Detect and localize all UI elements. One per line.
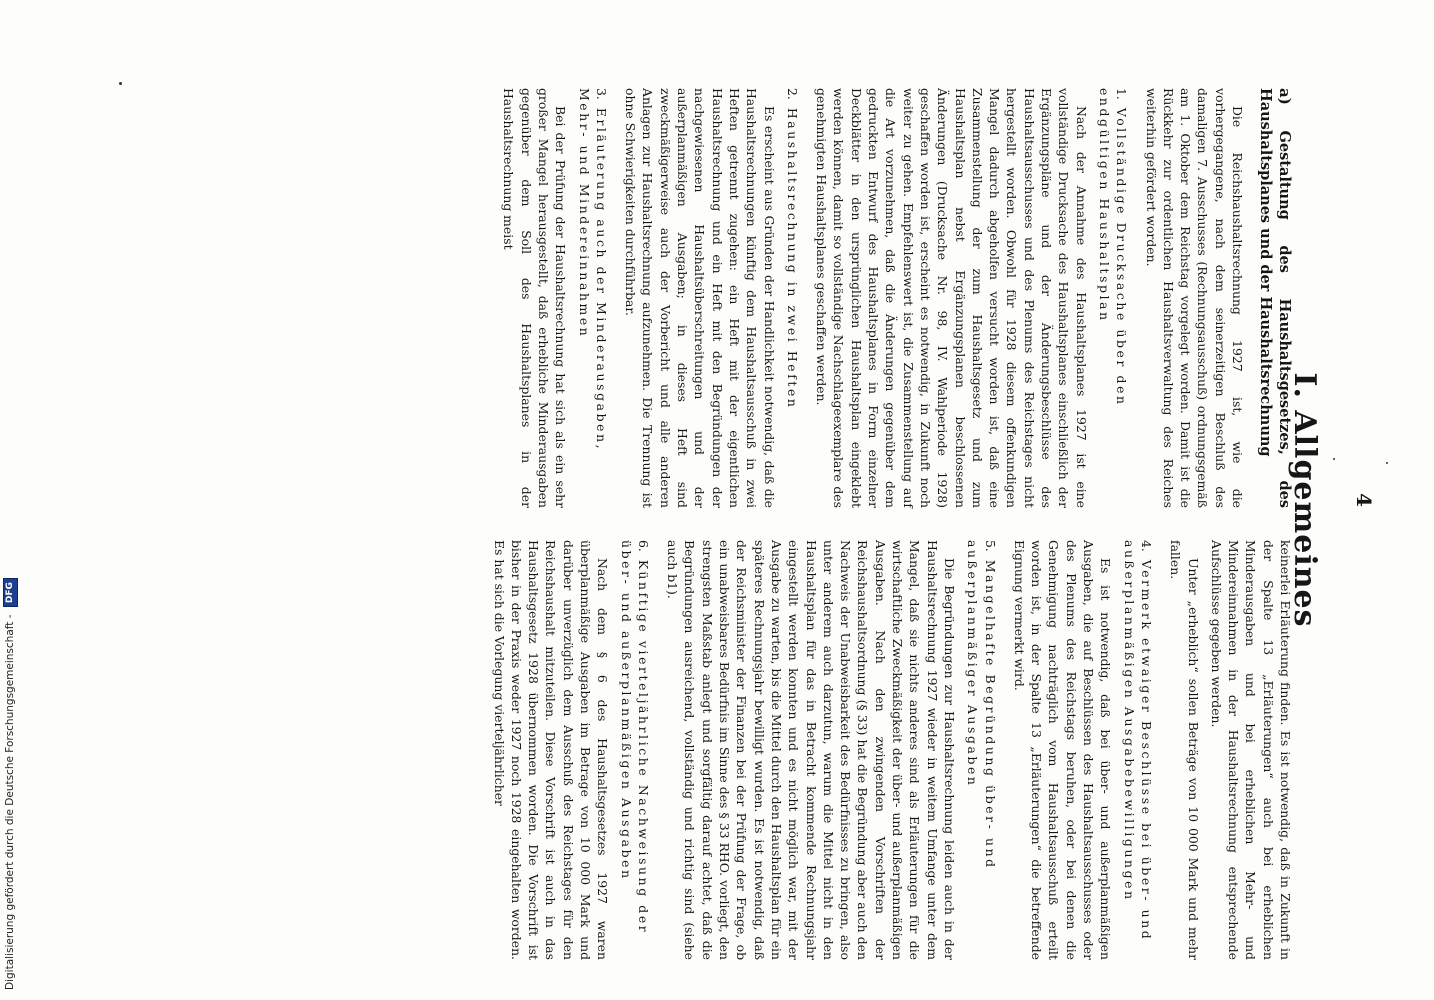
item-2-paragraph: Es erscheint aus Gründen der Handlichkeit notwendig, daß die Haushaltsrechnungen künftig dem Haushaltsausschuß in zwei Heften getrennt zugehen: ein Heft mit der eigentlichen Haushaltsrechnung und ein Heft mit den Begründungen der nachgewiesenen Haushaltsüberschreitungen und der außerplanmäßigen Ausgaben; in dieses Heft sind zweckmäßigerweise auch der Vorbericht und alle anderen Anlagen zur Haushaltsrechnung aufzunehmen. Die Trennung ist ohne Schwierigkeiten durchführbar.: [623, 88, 777, 508]
item-4-heading-text: Vermerk etwaiger Beschlüsse bei über- und außerplanmäßigen Ausgabebewilligungen: [1121, 540, 1154, 942]
section-a-heading: Gestaltung des Haushaltsgesetzes, des Haushaltsplanes und der Haushaltsrechnung: [1257, 88, 1293, 508]
item-3-number: 3.: [593, 88, 609, 100]
dfg-logo: DFG: [3, 578, 18, 607]
item-3-heading-text: Erläuterung auch der Minderausgaben, Mehr- und Mindereinnahmen: [576, 88, 609, 452]
item-2-heading-text: Haushaltsrechnung in zwei Heften: [784, 107, 800, 410]
item-3-paragraph: Bei der Prüfung der Haushaltsrechnung hat sich als ein sehr großer Mangel herausgestellt, daß erhebliche Minderausgaben gegenüber dem Soll des Haushaltsplanes in der Haushaltsrechnung meist: [501, 88, 569, 508]
item-1-heading: [1096, 88, 1131, 508]
item-1-heading-text: Vollständige Drucksache über den endgültigen Haushaltsplan: [1096, 88, 1130, 407]
item-2-heading: [784, 88, 801, 508]
intro-paragraph: Die Reichshaushaltsrechnung 1927 ist, wie die vorhergegangene, nach dem seinerzeitigen Beschluß des damaligen 7. Ausschusses (Rechnungsausschuß) ordnungsgemäß am 1. Oktober dem Reichstag vorgelegt worden. Damit ist die Rückkehr zur ordentlichen Haushaltsverwaltung des Reiches weiterhin gefördert worden.: [1143, 88, 1245, 508]
continuation-paragraph-2: Unter „erheblich“ sollen Beträge von 10 000 Mark und mehr fallen.: [1168, 540, 1201, 960]
item-6-paragraph: Nach dem § 6 des Haushaltsgesetzes 1927 waren überplanmäßige Ausgaben im Betrage von 10 000 Mark und darüber unverzüglich dem Ausschuß des Reichstages für den Reichshaushalt mitzuteilen. Diese Vorschrift ist auch in das Haushaltsgesetz 1928 übernommen worden. Die Vorschrift ist bisher in der Praxis weder 1927 noch 1928 eingehalten worden. Es hat sich die Vorlegung vierteljährlicher: [491, 540, 611, 960]
item-2-number: 2.: [784, 88, 800, 100]
footer-text: [0, 0, 20, 1000]
section-a-letter: a): [1276, 88, 1294, 105]
item-6-heading-text: Künftige vierteljährliche Nachweisung der über- und außerplanmäßigen Ausgaben: [618, 540, 651, 935]
item-1-paragraph: Nach der Annahme des Haushaltsplanes 1927 ist eine vollständige Drucksache des Haushaltsplanes einschließlich der Ergänzungspläne und der Änderungsbeschlüsse des Haushaltsausschusses und des Plenums des Reichstages nicht hergestellt worden. Obwohl für 1928 diesem offenkundigen Mangel dadurch abgeholfen versucht worden ist, daß eine Zusammenstellung der zum Haushaltsgesetz und zum Haushaltsplan nebst Ergänzungsplanen beschlossenen Änderungen (Drucksache Nr. 98, IV. Wahlperiode 1928) geschaffen worden ist, erscheint es notwendig, in Zukunft noch weiter zu gehen. Empfehlenswert ist, die Zusammenstellung auf die Art vorzunehmen, daß die Änderungen gegenüber dem gedruckten Entwurf des Haushaltsplanes in Form einzelner Deckblätter in den ursprünglichen Haushaltsplan eingeklebt werden können, damit so vollständige Nachschlageexemplare des genehmigten Haushaltsplanes geschaffen werden.: [814, 88, 1089, 508]
scan-speck: [1333, 458, 1335, 460]
continuation-paragraph: keinerlei Erläuterung finden. Es ist notwendig, daß in Zukunft in der Spalte 13 „Erläuterungen“ auch bei erheblichen Minderausgaben und bei erheblichen Mehr- und Mindereinnahmen in der Haushaltsrechnung entsprechende Aufschlüsse gegeben werden.: [1208, 540, 1293, 960]
item-4-heading: [1120, 540, 1155, 960]
item-6-heading: [617, 540, 652, 960]
item-5-number: 5.: [982, 540, 998, 552]
item-4-paragraph: Es ist notwendig, daß bei über- und außerplanmäßigen Ausgaben, die auf Beschlüssen des Haushaltsausschusses oder des Plenums des Reichstags beruhen, oder bei denen die Genehmigung nachträglich vom Haushaltsausschuß erteilt worden ist, in der Spalte 13 „Erläuterungen“ die betreffende Eignung vermerkt wird.: [1011, 540, 1114, 960]
item-5-heading: [964, 540, 999, 960]
item-1-number: 1.: [1114, 88, 1130, 100]
scan-speck: [1386, 462, 1388, 464]
item-3-heading: [575, 88, 610, 508]
item-4-number: 4.: [1138, 540, 1154, 552]
left-column: [494, 88, 1294, 508]
item-5-heading-text: Mangelhafte Begründung über- und außerplanmäßiger Ausgaben: [965, 540, 998, 870]
digitization-footer: [0, 0, 20, 1000]
item-6-number: 6.: [635, 540, 651, 552]
section-a-title: [1256, 88, 1294, 508]
scan-speck: [119, 82, 122, 85]
item-5-paragraph: Die Begründungen zur Haushaltsrechnung leiden auch in der Haushaltsrechnung 1927 wieder in weitem Umfange unter dem Mangel, daß sie nichts anderes sind als Erläuterungen für die wirtschaftliche Zweckmäßigkeit der über- und außerplanmäßigen Ausgaben. Nach den zwingenden Vorschriften der Reichshaushaltsordnung (§ 33) hat die Begründung aber auch den Nachweis der Unabweisbarkeit des Bedürfnisses zu bringen, also unter anderem auch darzutun, warum die Mittel nicht in den Haushaltsplan für das in Betracht kommende Rechnungsjahr eingestellt werden konnten und es nicht möglich war, mit der Ausgabe zu warten, bis die Mittel durch den Haushaltsplan für ein späteres Rechnungsjahr bewilligt wurden. Es ist notwendig, daß der Reichsminister der Finanzen bei der Prüfung der Frage, ob ein unabweisbares Bedürfnis im Sinne des § 33 RHO. vorliegt, den strengsten Maßstab anlegt und sorgfältig darauf achtet, daß die Begründungen ausreichend, vollständig und richtig sind (siehe auch b1).: [665, 540, 957, 960]
page-number: 4: [1352, 493, 1376, 507]
right-column: [484, 540, 1294, 960]
digitization-note: Digitalisierung gefördert durch die Deutsche Forschungsgemeinschaft -: [4, 614, 16, 990]
chapter-title: I. Allgemeines: [1287, 372, 1322, 628]
